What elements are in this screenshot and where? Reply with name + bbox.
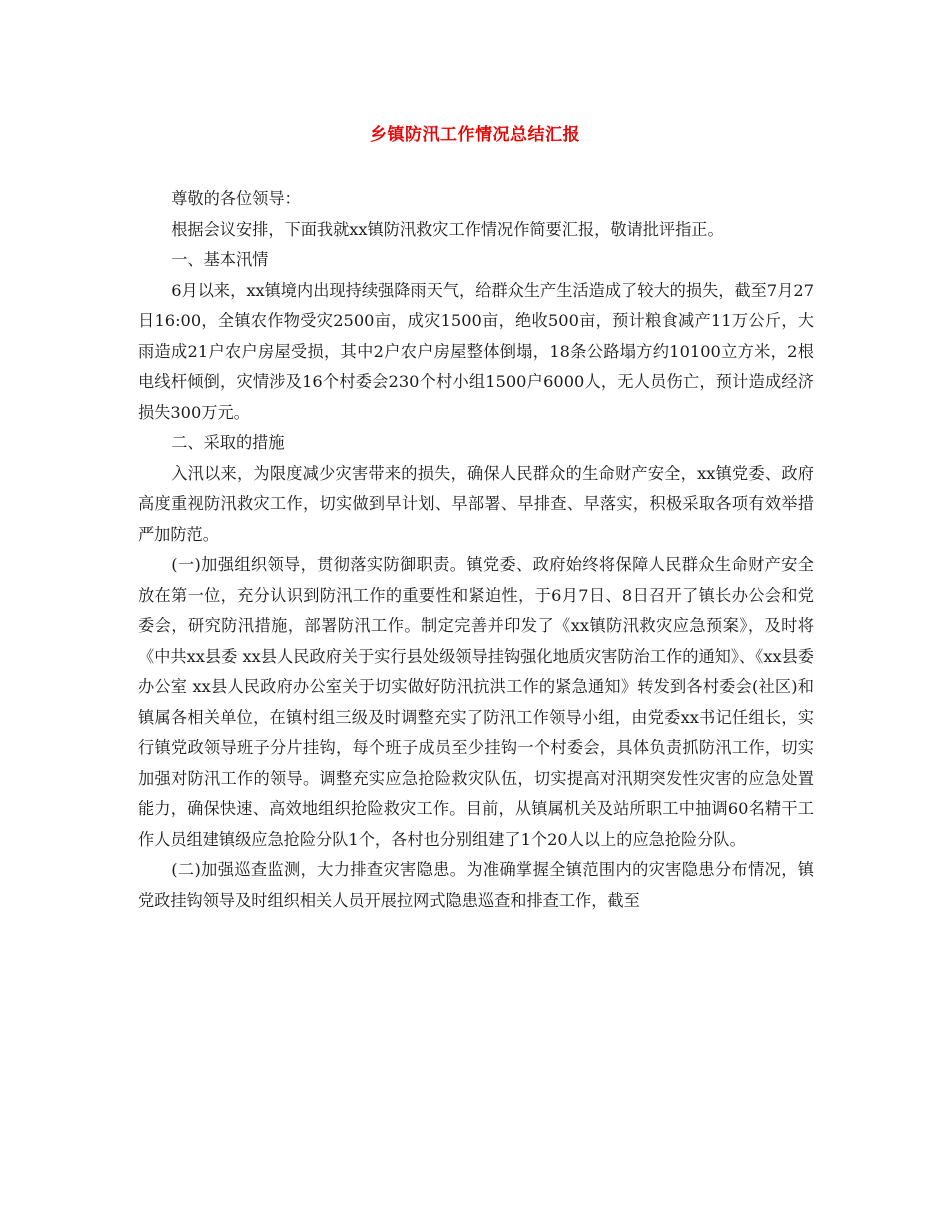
- basic-situation-paragraph: 6月以来，xx镇境内出现持续强降雨天气，给群众生产生活造成了较大的损失，截至7月27日16:00，全镇农作物受灾2500亩，成灾1500亩，绝收500亩，预计粮食减产11万公斤，大雨造成21户农户房屋受损，其中2户农户房屋整体倒塌，18条公路塌方约10100立方米，2根电线杆倾倒，灾情涉及16个村委会230个村小组1500户6000人，无人员伤亡，预计造成经济损失300万元。: [138, 280, 814, 422]
- document-body: [138, 184, 814, 916]
- section-heading-measures: 二、采取的措施: [171, 433, 285, 452]
- measure-two-paragraph: (二)加强巡查监测，大力排查灾害隐患。为准确掌握全镇范围内的灾害隐患分布情况，镇党政挂钩领导及时组织相关人员开展拉网式隐患巡查和排查工作，截至: [138, 860, 814, 910]
- measures-intro-paragraph: 入汛以来，为限度减少灾害带来的损失，确保人民群众的生命财产安全，xx镇党委、政府高度重视防汛救灾工作，切实做到早计划、早部署、早排查、早落实，积极采取各项有效举措严加防范。: [138, 463, 814, 544]
- salutation-paragraph: 尊敬的各位领导：: [171, 189, 301, 208]
- document-title: 乡镇防汛工作情况总结汇报: [370, 125, 580, 145]
- measure-one-paragraph: (一)加强组织领导，贯彻落实防御职责。镇党委、政府始终将保障人民群众生命财产安全放在第一位，充分认识到防汛工作的重要性和紧迫性，于6月7日、8日召开了镇长办公会和党委会，研究防汛措施，部署防汛工作。制定完善并印发了《xx镇防汛救灾应急预案》，及时将《中共xx县委 xx县人民政府关于实行县处级领导挂钩强化地质灾害防治工作的通知》、《xx县委办公室 xx县人民政府办公室关于切实做好防汛抗洪工作的紧急通知》转发到各村委会(社区)和镇属各相关单位，在镇村组三级及时调整充实了防汛工作领导小组，由党委xx书记任组长，实行镇党政领导班子分片挂钩，每个班子成员至少挂钩一个村委会，具体负责抓防汛工作，切实加强对防汛工作的领导。调整充实应急抢险救灾队伍，切实提高对汛期突发性灾害的应急处置能力，确保快速、高效地组织抢险救灾工作。目前，从镇属机关及站所职工中抽调60名精干工作人员组建镇级应急抢险分队1个，各村也分别组建了1个20人以上的应急抢险分队。: [138, 555, 814, 849]
- intro-paragraph: 根据会议安排，下面我就xx镇防汛救灾工作情况作简要汇报，敬请批评指正。: [171, 219, 724, 239]
- section-heading-basic-situation: 一、基本汛情: [171, 250, 269, 269]
